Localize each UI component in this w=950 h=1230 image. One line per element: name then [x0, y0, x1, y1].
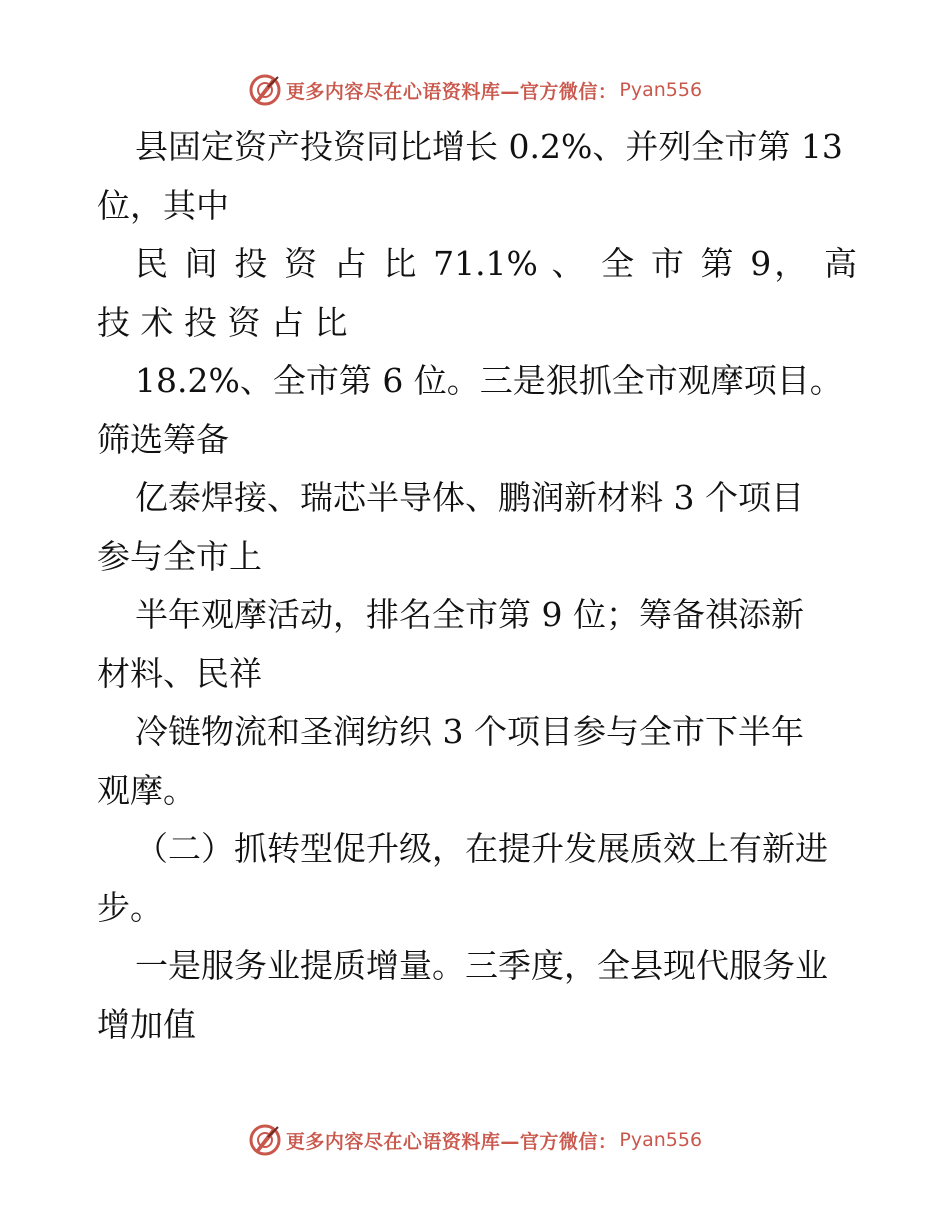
red-quill-circle-icon: [248, 1123, 282, 1157]
body-line: 观摩。: [97, 770, 196, 810]
watermark-text: 更多内容尽在心语资料库—官方微信：: [285, 80, 618, 103]
watermark-wechat-id: Pyan556: [619, 79, 703, 101]
red-quill-circle-icon: [248, 73, 282, 107]
body-line: 筛选筹备: [97, 419, 229, 459]
body-line: 一是服务业提质增量。三季度，全县现代服务业: [135, 946, 828, 985]
body-line: 亿泰焊接、瑞芯半导体、鹏润新材料 3 个项目: [135, 478, 804, 517]
document-body: [97, 118, 857, 1054]
body-line: 材料、民祥: [97, 653, 262, 693]
watermark-banner-top: [0, 70, 950, 110]
body-line: 技 术 投 资 占 比: [97, 302, 348, 342]
body-line: 步。: [97, 887, 163, 927]
watermark-banner-bottom: [0, 1120, 950, 1160]
body-line: 18.2%、全市第 6 位。三是狠抓全市观摩项目。: [135, 361, 843, 400]
body-line: 民 间 投 资 占 比 71.1% 、 全 市 第 9， 高: [135, 244, 857, 283]
body-line: 半年观摩活动，排名全市第 9 位；筹备祺添新: [135, 595, 804, 634]
body-line: 增加值: [97, 1004, 196, 1044]
watermark-text: 更多内容尽在心语资料库—官方微信：: [285, 1130, 618, 1153]
body-line: （二）抓转型促升级，在提升发展质效上有新进: [135, 829, 828, 868]
body-line: 县固定资产投资同比增长 0.2%、并列全市第 13: [135, 127, 843, 166]
watermark-wechat-id: Pyan556: [619, 1129, 703, 1151]
body-line: 位，其中: [97, 185, 229, 225]
body-line: 参与全市上: [97, 536, 262, 576]
body-line: 冷链物流和圣润纺织 3 个项目参与全市下半年: [135, 712, 804, 751]
